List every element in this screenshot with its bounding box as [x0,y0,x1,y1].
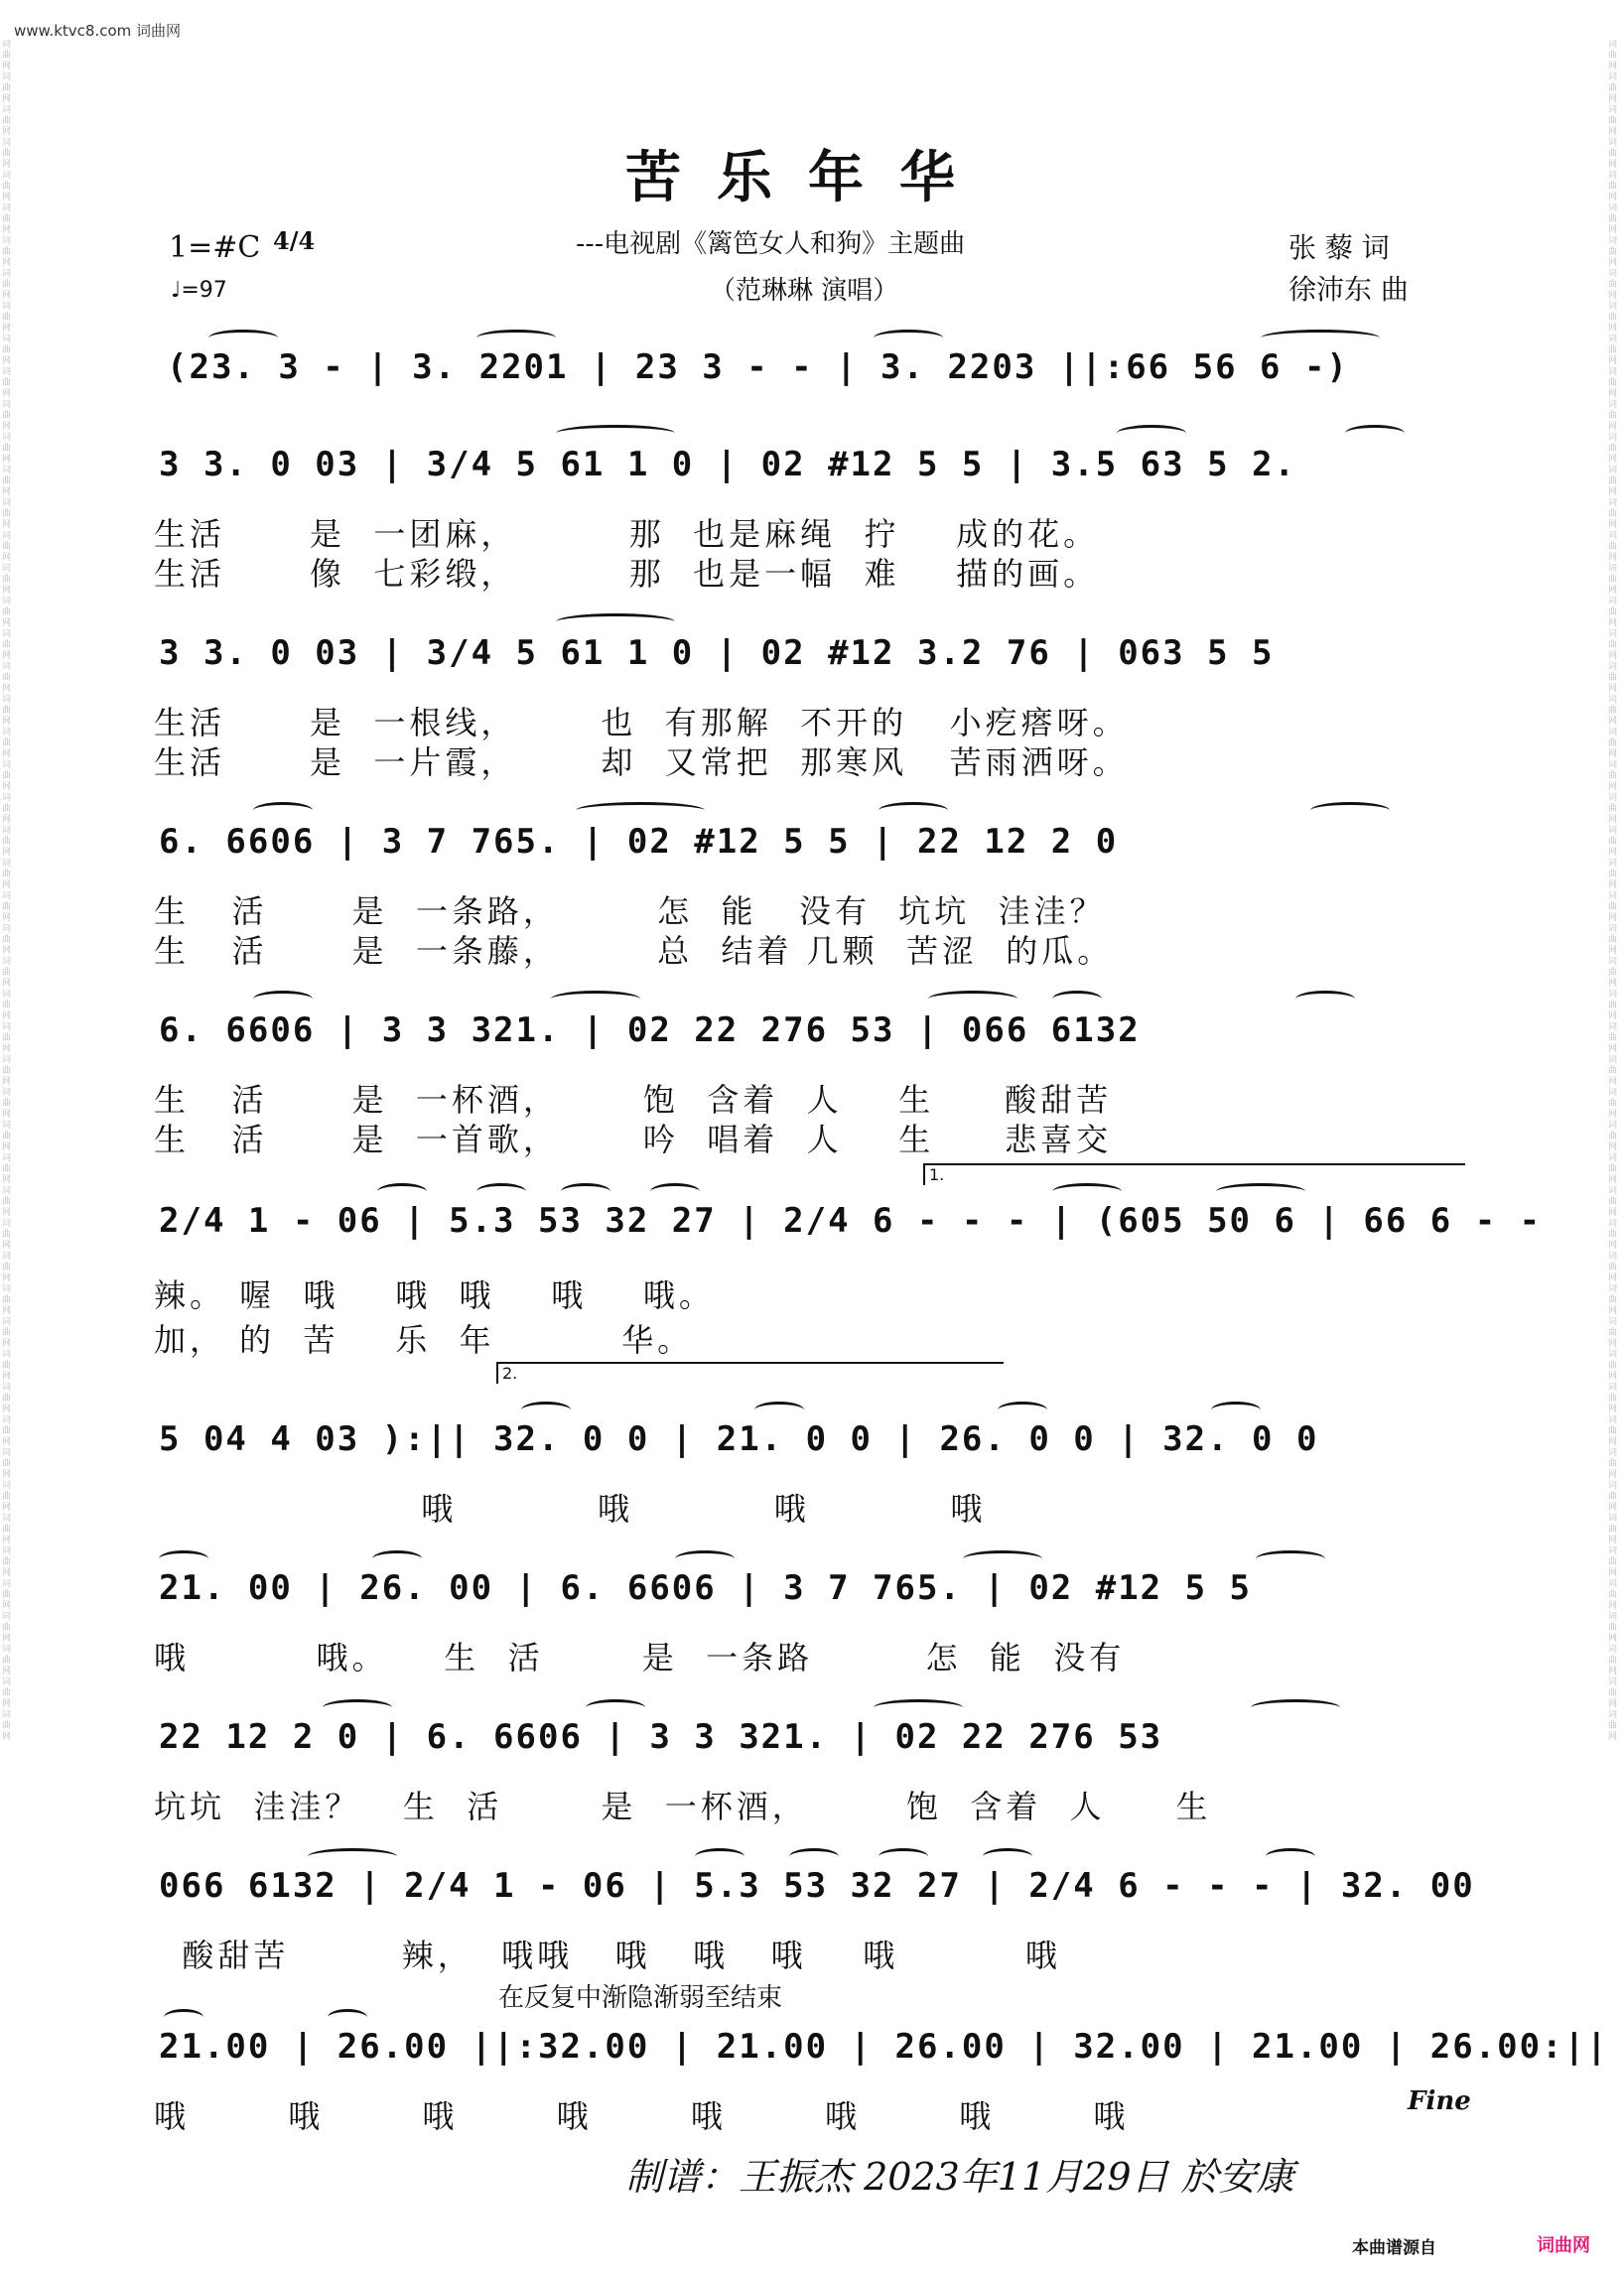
score-row [0,1717,1624,1826]
lyric-line-2: 生 活 是 一条藤， 总 结着 几颗 苦涩 的瓜。 [154,932,1114,970]
key-signature: 1=#C [169,230,261,265]
lyric-line-1: 哦 哦。 生 活 是 一条路 怎 能 没有 [154,1639,1126,1676]
page-title: 苦乐年华 [625,145,991,210]
lyric-line-1: 坑坑 洼洼？ 生 活 是 一杯酒， 饱 含着 人 生 [154,1788,1212,1825]
slur [1251,1699,1340,1716]
lyric-line-1: 生 活 是 一条路， 怎 能 没有 坑坑 洼洼？ [154,892,1106,930]
score-row [0,2027,1624,2136]
slur [159,1550,208,1567]
side-watermark-left: 词曲网词曲网词曲网词曲网词曲网词曲网词曲网词曲网词曲网词曲网词曲网词曲网词曲网词曲网词曲网词曲网词曲网词曲网词曲网词曲网词曲网词曲网词曲网词曲网词曲网词曲网词曲网词曲网词曲网词曲网词曲网词曲网词曲网词曲网词曲网词曲网词曲网词曲网词曲网词曲网词曲网词曲网词曲网词曲网词曲网词曲网词曲网词曲网词曲网词曲网词曲网词曲网 [2,40,12,1742]
slur [1310,802,1390,819]
slur [874,1699,963,1716]
lyric-line-1: 哦 哦 哦 哦 [154,1490,987,1528]
notation-line: 3 3. 0 03 | 3/4 5 61 1 0 | 02 #12 5 5 | 3.5 63 5 2. [159,445,1296,484]
volta-1-label: 1. [929,1165,945,1184]
notation-line: 5 04 4 03 ):|| 32. 0 0 | 21. 0 0 | 26. 0 0 | 32. 0 0 [159,1419,1319,1459]
slur [1266,1848,1315,1865]
slur [1211,1402,1261,1418]
slur [675,1550,735,1567]
lyric-line-1: 生 活 是 一杯酒， 饱 含着 人 生 酸甜苦 [154,1081,1113,1119]
slur [879,1848,928,1865]
tempo-marking: ♩=97 [171,278,227,303]
notation-line: 6. 6606 | 3 3 321. | 02 22 276 53 | 066 6132 [159,1010,1141,1050]
slur [476,330,556,346]
slur [556,425,675,442]
lyric-line-2: 生活 像 七彩缎， 那 也是一幅 难 描的画。 [154,555,1100,593]
slur [1052,991,1102,1007]
score-row [0,1010,1624,1159]
lyric-line-1: 哦 哦 哦 哦 哦 哦 哦 哦 [154,2097,1130,2135]
slur [328,2009,367,2026]
performer: （范琳琳 演唱） [710,276,899,306]
slur [377,1183,427,1200]
score-row [0,1201,1624,1359]
lyric-line-1: 生活 是 一团麻， 那 也是麻绳 拧 成的花。 [154,515,1100,553]
notation-line: (23. 3 - | 3. 2201 | 23 3 - - | 3. 2203 ||:66 56 6 -) [167,347,1349,387]
lyric-line-2: 生活 是 一片霞， 却 又常把 那寒风 苦雨洒呀。 [154,743,1129,781]
time-signature: 4/4 [273,226,316,255]
slur [983,1848,1032,1865]
slur [998,1402,1047,1418]
score-row [0,822,1624,971]
volta-1 [923,1163,1465,1185]
lyric-line-1: 辣。 喔 哦 哦 哦 哦 哦。 [154,1276,715,1314]
slur [576,802,705,819]
score-row [0,445,1624,594]
source-label: 本曲谱源自 [1352,2238,1436,2258]
slur [556,613,675,630]
source-site-link[interactable]: 词曲网 [1537,2235,1590,2256]
fade-out-instruction: 在反复中渐隐渐弱至结束 [498,1983,783,2013]
lyric-line-2: 加， 的 苦 乐 年 华。 [154,1321,694,1359]
slur [208,330,278,346]
notation-line: 2/4 1 - 06 | 5.3 53 32 27 | 2/4 6 - - - | (605 50 6 | 66 6 - - [159,1201,1543,1241]
slur [1295,991,1355,1007]
lyric-line-1: 生活 是 一根线， 也 有那解 不开的 小疙瘩呀。 [154,704,1129,741]
slur [650,1183,700,1200]
slur [164,2009,203,2026]
volta-2-label: 2. [502,1364,518,1383]
slur [1216,1183,1305,1200]
score-row [0,1866,1624,2013]
slur [1256,1550,1325,1567]
slur [695,1848,744,1865]
slur [1052,1183,1122,1200]
score-row [0,1419,1624,1529]
slur [253,991,313,1007]
watermark: www.ktvc8.com 词曲网 [14,22,182,40]
slur [372,1550,422,1567]
lyric-line-1: 酸甜苦 辣， 哦哦 哦 哦 哦 哦 哦 [154,1937,1061,1974]
slur [253,802,313,819]
transcriber-credit: 制谱：王振杰 2023年11月29日 於安康 [625,2155,1294,2199]
score-row [0,633,1624,782]
slur [323,1699,392,1716]
slur [1117,425,1186,442]
slur [521,1402,571,1418]
slur [308,1848,397,1865]
slur [754,1402,804,1418]
composer: 徐沛东 曲 [1288,273,1409,306]
lyric-line-2: 生 活 是 一首歌， 吟 唱着 人 生 悲喜交 [154,1121,1113,1158]
slur [561,1183,610,1200]
slur [476,1183,526,1200]
lyricist: 张 藜 词 [1288,231,1390,264]
notation-line: 6. 6606 | 3 7 765. | 02 #12 5 5 | 22 12 2 0 [159,822,1119,862]
fine-marking: Fine [1408,2086,1471,2116]
notation-line: 3 3. 0 03 | 3/4 5 61 1 0 | 02 #12 3.2 76 | 063 5 5 [159,633,1275,673]
slur [586,1699,645,1716]
slur [879,802,948,819]
score-row [0,347,1624,417]
notation-line: 066 6132 | 2/4 1 - 06 | 5.3 53 32 27 | 2/4 6 - - - | 32. 00 [159,1866,1475,1906]
volta-2 [496,1362,1004,1384]
slur [1261,330,1380,346]
slur [551,991,640,1007]
slur [1345,425,1405,442]
slur [789,1848,839,1865]
slur [963,1550,1042,1567]
slur [874,330,943,346]
notation-line: 22 12 2 0 | 6. 6606 | 3 3 321. | 02 22 276 53 [159,1717,1163,1757]
score-row [0,1568,1624,1677]
slur [928,991,1017,1007]
subtitle: ---电视剧《篱笆女人和狗》主题曲 [576,229,966,259]
notation-line: 21. 00 | 26. 00 | 6. 6606 | 3 7 765. | 02 #12 5 5 [159,1568,1253,1608]
side-watermark-right: 词曲网词曲网词曲网词曲网词曲网词曲网词曲网词曲网词曲网词曲网词曲网词曲网词曲网词曲网词曲网词曲网词曲网词曲网词曲网词曲网词曲网词曲网词曲网词曲网词曲网词曲网词曲网词曲网词曲网词曲网词曲网词曲网词曲网词曲网词曲网词曲网词曲网词曲网词曲网词曲网词曲网词曲网词曲网词曲网词曲网词曲网词曲网词曲网词曲网词曲网词曲网词曲网 [1608,40,1618,1742]
notation-line: 21.00 | 26.00 ||:32.00 | 21.00 | 26.00 | 32.00 | 21.00 | 26.00:|| [159,2027,1609,2067]
